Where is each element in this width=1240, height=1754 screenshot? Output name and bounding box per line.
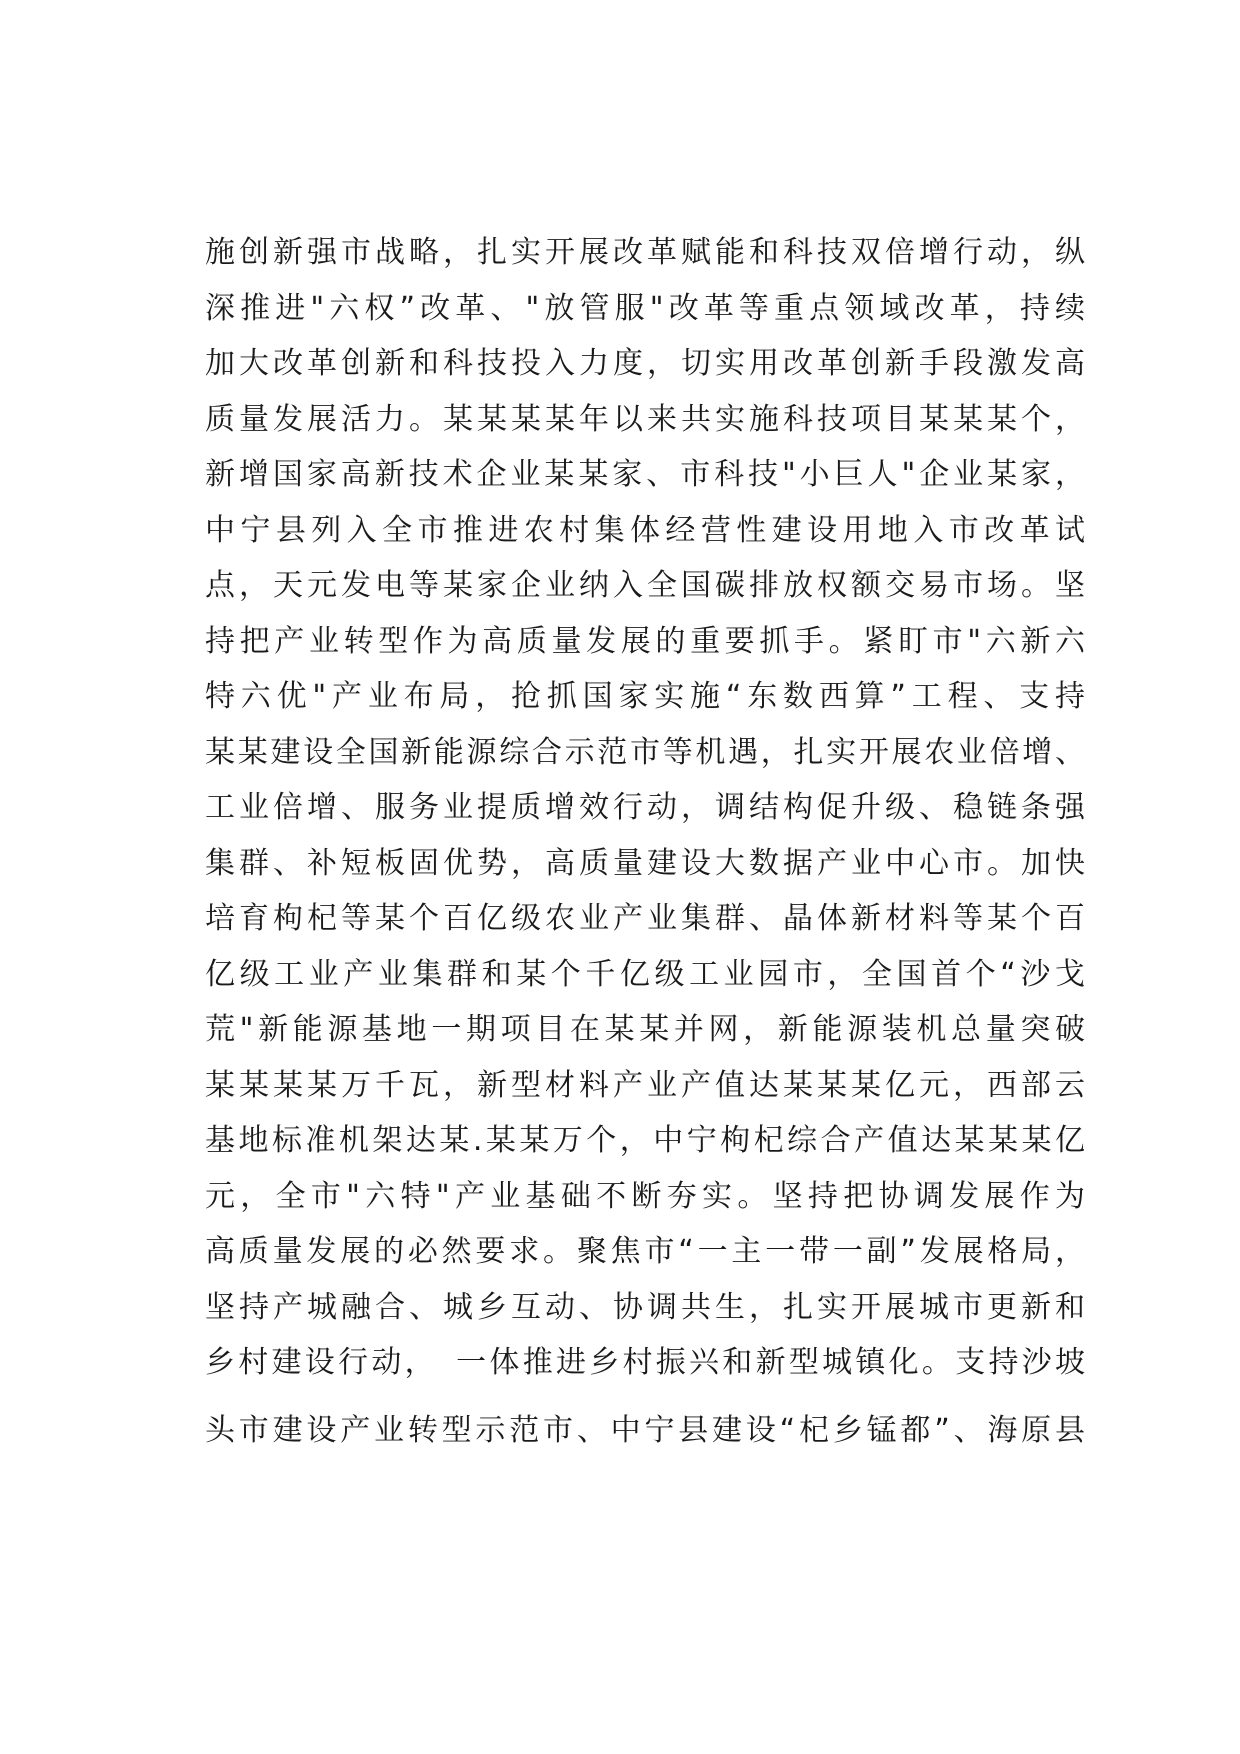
text-line: 施创新强市战略，扎实开展改革赋能和科技双倍增行动，纵 [205,235,1085,270]
text-line: 头市建设产业转型示范市、中宁县建设“杞乡锰都”、海原县 [205,1412,1085,1448]
text-line: 持把产业转型作为高质量发展的重要抓手。紧盯市"六新六 [205,623,1085,659]
text-line: 某某建设全国新能源综合示范市等机遇，扎实开展农业倍增、 [205,734,1085,770]
text-line: 亿级工业产业集群和某个千亿级工业园市，全国首个“沙戈 [205,956,1085,992]
text-line: 加大改革创新和科技投入力度，切实用改革创新手段激发高 [205,346,1085,381]
text-line: 深推进"六权”改革、"放管服"改革等重点领域改革，持续 [205,290,1085,326]
text-line: 元，全市"六特"产业基础不断夯实。坚持把协调发展作为 [205,1178,1085,1214]
text-line: 坚持产城融合、城乡互动、协调共生，扎实开展城市更新和 [205,1289,1085,1325]
text-line: 荒"新能源基地一期项目在某某并网，新能源装机总量突破 [205,1012,1085,1047]
text-line: 特六优"产业布局，抢抓国家实施“东数西算”工程、支持 [205,679,1085,714]
text-line: 点，天元发电等某家企业纳入全国碳排放权额交易市场。坚 [205,568,1085,603]
text-line: 质量发展活力。某某某某年以来共实施科技项目某某某个， [205,401,1085,437]
text-line: 集群、补短板固优势，高质量建设大数据产业中心市。加快 [205,845,1085,881]
text-line: 某某某某万千瓦，新型材料产业产值达某某某亿元，西部云 [205,1067,1085,1103]
text-line: 培育枸杞等某个百亿级农业产业集群、晶体新材料等某个百 [205,901,1085,936]
text-line: 基地标准机架达某.某某万个，中宁枸杞综合产值达某某某亿 [205,1123,1085,1158]
text-line: 中宁县列入全市推进农村集体经营性建设用地入市改革试 [205,512,1085,548]
text-line: 乡村建设行动， 一体推进乡村振兴和新型城镇化。支持沙坡 [205,1345,1085,1380]
text-line: 高质量发展的必然要求。聚焦市“一主一带一副”发展格局， [205,1234,1085,1269]
text-line: 新增国家高新技术企业某某家、市科技"小巨人"企业某家， [205,457,1085,492]
text-line: 工业倍增、服务业提质增效行动，调结构促升级、稳链条强 [205,790,1085,825]
body-paragraph [205,225,1085,1458]
